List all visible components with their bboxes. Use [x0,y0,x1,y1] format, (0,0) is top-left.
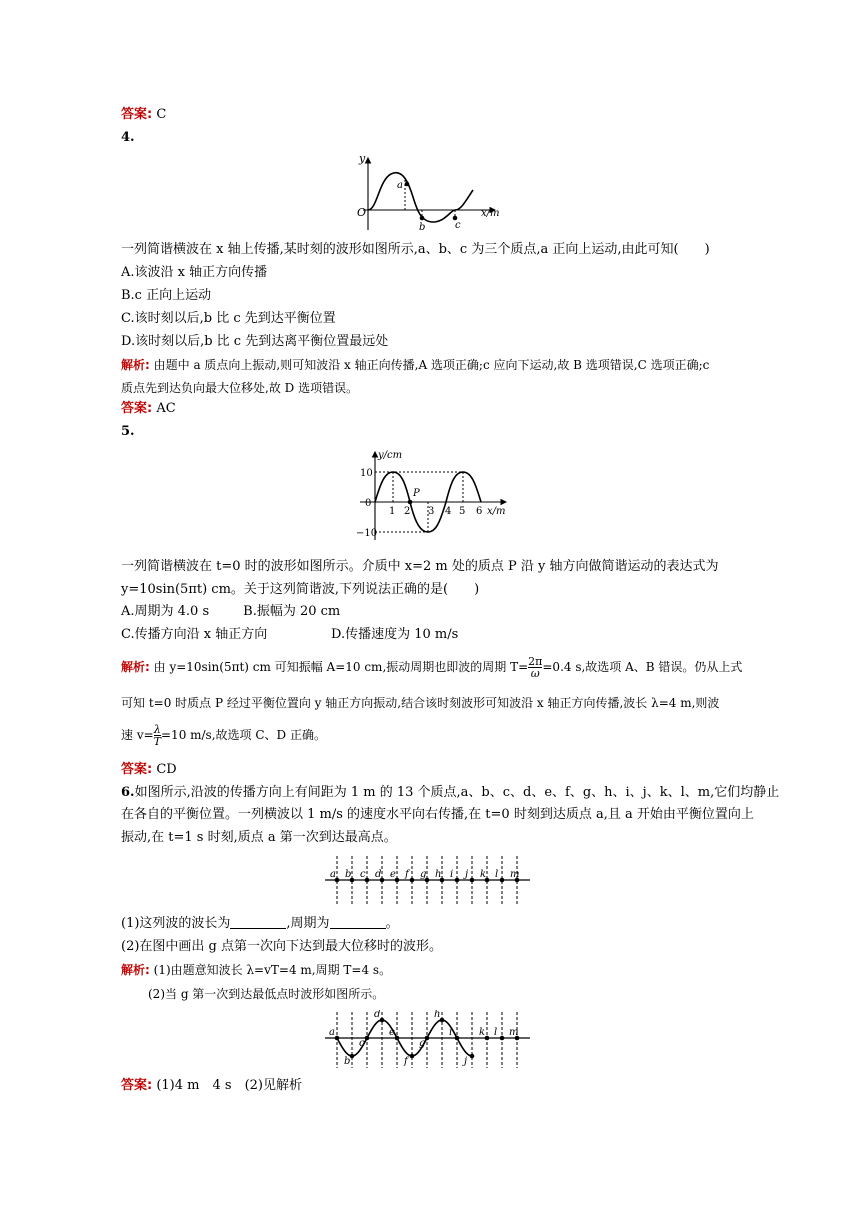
q5-point-p [408,500,413,505]
q4-a-label: a [397,180,403,191]
q5-analysis-text3a: 速 v= [121,728,154,742]
q5-stem-line1: 一列简谐横波在 t=0 时的波形如图所示。介质中 x=2 m 处的质点 P 沿 y 轴方向做简谐运动的表达式为 [121,559,719,574]
q6a-label-k: k [480,869,487,880]
q5-option-c: C.传播方向沿 x 轴正方向 [121,627,268,642]
q5-y-max: 10 [360,468,373,479]
q5-y-zero: 0 [365,498,372,509]
q4-analysis-text2: 质点先到达负向最大位移处,故 D 选项错误。 [121,381,359,395]
q4-point-a [405,182,410,187]
q6a-point-i [455,878,460,883]
q6-wavelength-blank [230,916,286,929]
q5-number: 5. [121,424,135,439]
q5-figure [348,448,518,548]
q5-options-row2 [121,627,458,643]
q4-origin-label: O [357,206,367,219]
q6-stem-line2: 在各自的平衡位置。一列横波以 1 m/s 的速度水平向右传播,在 t=0 时刻到达质点 a,且 a 开始由平衡位置向上 [121,807,754,822]
q4-b-label: b [419,222,426,233]
q5-stem-line2: y=10sin(5πt) cm。关于这列简谐波,下列说法正确的是( ) [121,582,480,597]
q6a-label-f: f [405,869,409,880]
q5-answer-value: CD [156,762,177,777]
q6-figure-wave [325,1010,535,1074]
q6b-label-d: d [374,1010,381,1020]
answer-label: 答案: [121,762,153,777]
q4-stem: 一列简谐横波在 x 轴上传播,某时刻的波形如图所示,a、b、c 为三个质点,a 正向上运动,由此可知( ) [121,242,710,257]
q6b-label-e: e [389,1027,395,1038]
q6a-label-g: g [420,869,427,880]
q4-figure [355,152,515,238]
q6a-label-h: h [435,869,442,880]
q6-stem-line3: 振动,在 t=1 s 时刻,质点 a 第一次到达最高点。 [121,830,397,845]
q6-analysis-text2: (2)当 g 第一次到达最低点时波形如图所示。 [148,987,385,1001]
q6-analysis-text1: (1)由题意知波长 λ=vT=4 m,周期 T=4 s。 [153,963,392,977]
q5-analysis-text3b: =10 m/s,故选项 C、D 正确。 [161,728,326,742]
q6b-label-i: i [449,1027,453,1038]
answer-label: 答案: [121,107,153,122]
q4-option-b: B.c 正向上运动 [121,288,212,303]
q5-frac1-den: ω [530,667,540,680]
q6b-label-l: l [494,1027,498,1038]
q6b-label-f: f [404,1056,408,1067]
q6a-label-b: b [345,869,352,880]
q5-analysis-text1a: 由 y=10sin(5πt) cm 可知振幅 A=10 cm,振动周期也即波的周期 T= [153,660,529,674]
answer-label: 答案: [121,401,153,416]
q5-tick-4: 4 [445,506,452,517]
q6-period-blank [330,916,386,929]
q5-options-row1 [121,604,340,620]
q6-sub1-text-b: ,周期为 [286,916,330,931]
q4-x-label: x/m [481,208,500,219]
q5-x-label: x/m [487,506,506,517]
q4-number: 4. [121,130,135,145]
q6b-point-a [335,1036,340,1041]
q6b-point-k [485,1036,490,1041]
q4-answer-line [121,401,176,417]
q6b-point-j [470,1054,475,1059]
answer-label: 答案: [121,1078,153,1093]
q3-answer-line [121,107,166,123]
q6a-point-j [470,878,475,883]
q4-answer-value: AC [156,401,176,416]
q6b-label-a: a [329,1027,335,1038]
q6b-point-c [365,1036,370,1041]
q4-point-b [420,216,425,221]
q6-figure-points [325,852,535,914]
q6-sub1-text-c: 。 [385,916,399,931]
q6b-point-l [500,1036,505,1041]
q5-fraction-1 [528,656,542,679]
q6b-label-h: h [434,1010,441,1020]
q4-y-label: y [359,152,366,165]
q4-analysis-text1: 由题中 a 质点向上振动,则可知波沿 x 轴正向传播,A 选项正确;c 应向下运动,故 B 选项错误,C 选项正确;c [153,358,710,372]
q6-stem-line1 [121,785,779,801]
q5-frac2-num: λ [153,723,161,736]
q6-sub2: (2)在图中画出 g 点第一次向下达到最大位移时的波形。 [121,939,443,954]
analysis-label: 解析: [121,660,150,674]
q6b-label-g: g [419,1038,426,1049]
q6a-label-i: i [450,869,454,880]
q5-tick-3: 3 [428,506,435,517]
q6a-point-l [500,878,505,883]
q4-wave-curve [368,173,473,222]
q6b-point-f [410,1054,415,1059]
q5-frac1-num: 2π [528,655,543,668]
q5-y-label: y/cm [378,450,403,461]
q6a-label-a: a [330,869,336,880]
q5-fraction-2 [154,724,161,747]
q6a-label-m: m [510,869,520,880]
q4-option-c: C.该时刻以后,b 比 c 先到达平衡位置 [121,311,336,326]
q5-tick-2: 2 [404,506,411,517]
q6b-point-i [455,1036,460,1041]
q6-stem-text1: 如图所示,沿波的传播方向上有间距为 1 m 的 13 个质点,a、b、c、d、e、f、g、h、i、j、k、l、m,它们均静止 [134,785,780,800]
q5-analysis-line3 [121,724,326,747]
analysis-label: 解析: [121,963,150,977]
q6b-label-b: b [344,1056,351,1067]
q5-analysis-text2: 可知 t=0 时质点 P 经过平衡位置向 y 轴正方向振动,结合该时刻波形可知波沿 x 轴正方向传播,波长 λ=4 m,则波 [121,696,720,710]
q4-option-a: A.该波沿 x 轴正方向传播 [121,265,268,280]
q5-tick-5: 5 [459,506,466,517]
q6a-label-j: j [465,869,469,880]
q6-answer-value: (1)4 m 4 s (2)见解析 [156,1078,302,1093]
q6b-label-m: m [509,1027,519,1038]
q5-analysis-text1b: =0.4 s,故选项 A、B 错误。仍从上式 [542,660,743,674]
q5-tick-1: 1 [389,506,396,517]
q6-number: 6. [121,785,135,800]
q5-frac2-den: T [153,735,161,748]
q6a-point-f [410,878,415,883]
q3-answer-value: C [156,107,167,122]
q5-answer-line [121,762,177,778]
analysis-label: 解析: [121,358,150,372]
q6-sub1 [121,916,399,932]
q5-y-min: −10 [356,528,378,539]
q6b-label-k: k [479,1027,486,1038]
q5-option-d: D.传播速度为 10 m/s [331,627,459,642]
q6-analysis-line1 [121,962,391,978]
q6-sub1-text-a: (1)这列波的波长为 [121,916,231,931]
q5-p-label: P [413,488,420,499]
q6b-label-c: c [359,1038,365,1049]
q6b-point-e [395,1036,400,1041]
q6b-label-j: j [464,1056,468,1067]
q6a-label-l: l [495,869,499,880]
q5-option-b: B.振幅为 20 cm [243,604,341,619]
q5-option-a: A.周期为 4.0 s [121,604,210,619]
q4-c-label: c [455,220,461,231]
q6a-label-d: d [375,869,382,880]
q4-analysis-line1 [121,357,709,373]
q4-option-d: D.该时刻以后,b 比 c 先到达离平衡位置最远处 [121,334,389,349]
q6a-label-c: c [360,869,366,880]
q6-answer-line [121,1078,302,1094]
q6a-label-e: e [390,869,396,880]
q5-analysis-line1 [121,656,742,679]
q5-tick-6: 6 [476,506,483,517]
